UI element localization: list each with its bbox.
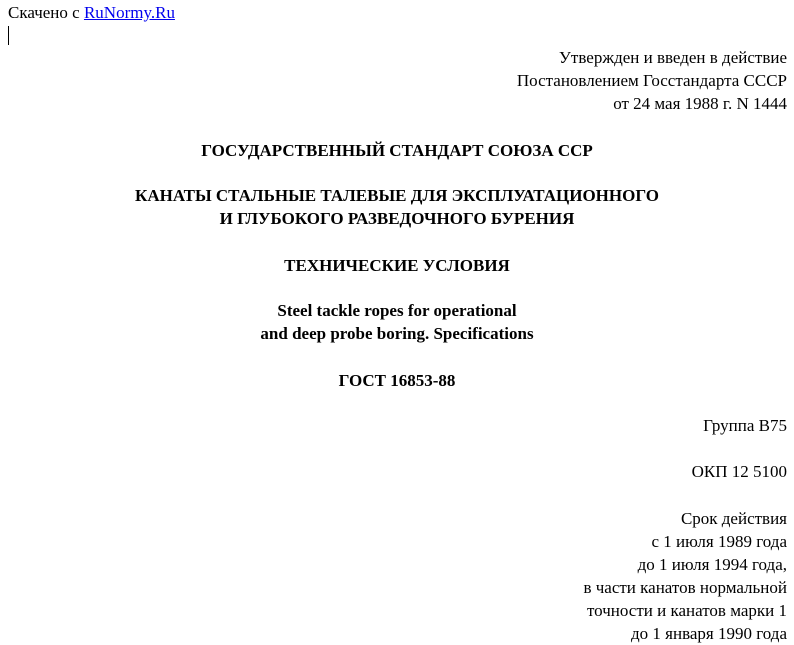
text-cursor	[8, 26, 9, 45]
approval-block	[517, 46, 787, 115]
group-code-text: Группа В75	[703, 416, 787, 435]
document-title-line: И ГЛУБОКОГО РАЗВЕДОЧНОГО БУРЕНИЯ	[219, 209, 575, 228]
english-title	[0, 299, 794, 345]
english-title-line: and deep probe boring. Specifications	[260, 324, 534, 343]
state-standard-heading	[0, 139, 794, 162]
okp-code	[692, 460, 787, 483]
gost-number-text: ГОСТ 16853-88	[338, 371, 456, 390]
approval-line: от 24 мая 1988 г. N 1444	[613, 94, 787, 113]
validity-line: до 1 июля 1994 года,	[637, 555, 787, 574]
validity-block	[583, 507, 787, 645]
document-subtitle	[0, 254, 794, 277]
validity-line: в части канатов нормальной	[583, 578, 787, 597]
source-note	[8, 2, 175, 24]
validity-line: Срок действия	[680, 509, 787, 528]
english-title-line: Steel tackle ropes for operational	[277, 301, 517, 320]
validity-line: точности и канатов марки 1	[586, 601, 787, 620]
document-subtitle-text: ТЕХНИЧЕСКИЕ УСЛОВИЯ	[284, 256, 510, 275]
document-title-line: КАНАТЫ СТАЛЬНЫЕ ТАЛЕВЫЕ ДЛЯ ЭКСПЛУАТАЦИОННОГО	[135, 186, 659, 205]
approval-line: Постановлением Госстандарта СССР	[516, 71, 787, 90]
document-title	[0, 184, 794, 230]
validity-line: с 1 июля 1989 года	[651, 532, 787, 551]
group-code	[703, 414, 787, 437]
source-note-prefix: Скачено с	[8, 3, 80, 22]
source-link[interactable]: RuNormy.Ru	[83, 3, 175, 22]
okp-code-text: ОКП 12 5100	[691, 462, 787, 481]
gost-number	[0, 369, 794, 392]
state-standard-text: ГОСУДАРСТВЕННЫЙ СТАНДАРТ СОЮЗА ССР	[201, 141, 593, 160]
approval-line: Утвержден и введен в действие	[558, 48, 787, 67]
validity-line: до 1 января 1990 года	[631, 624, 787, 643]
